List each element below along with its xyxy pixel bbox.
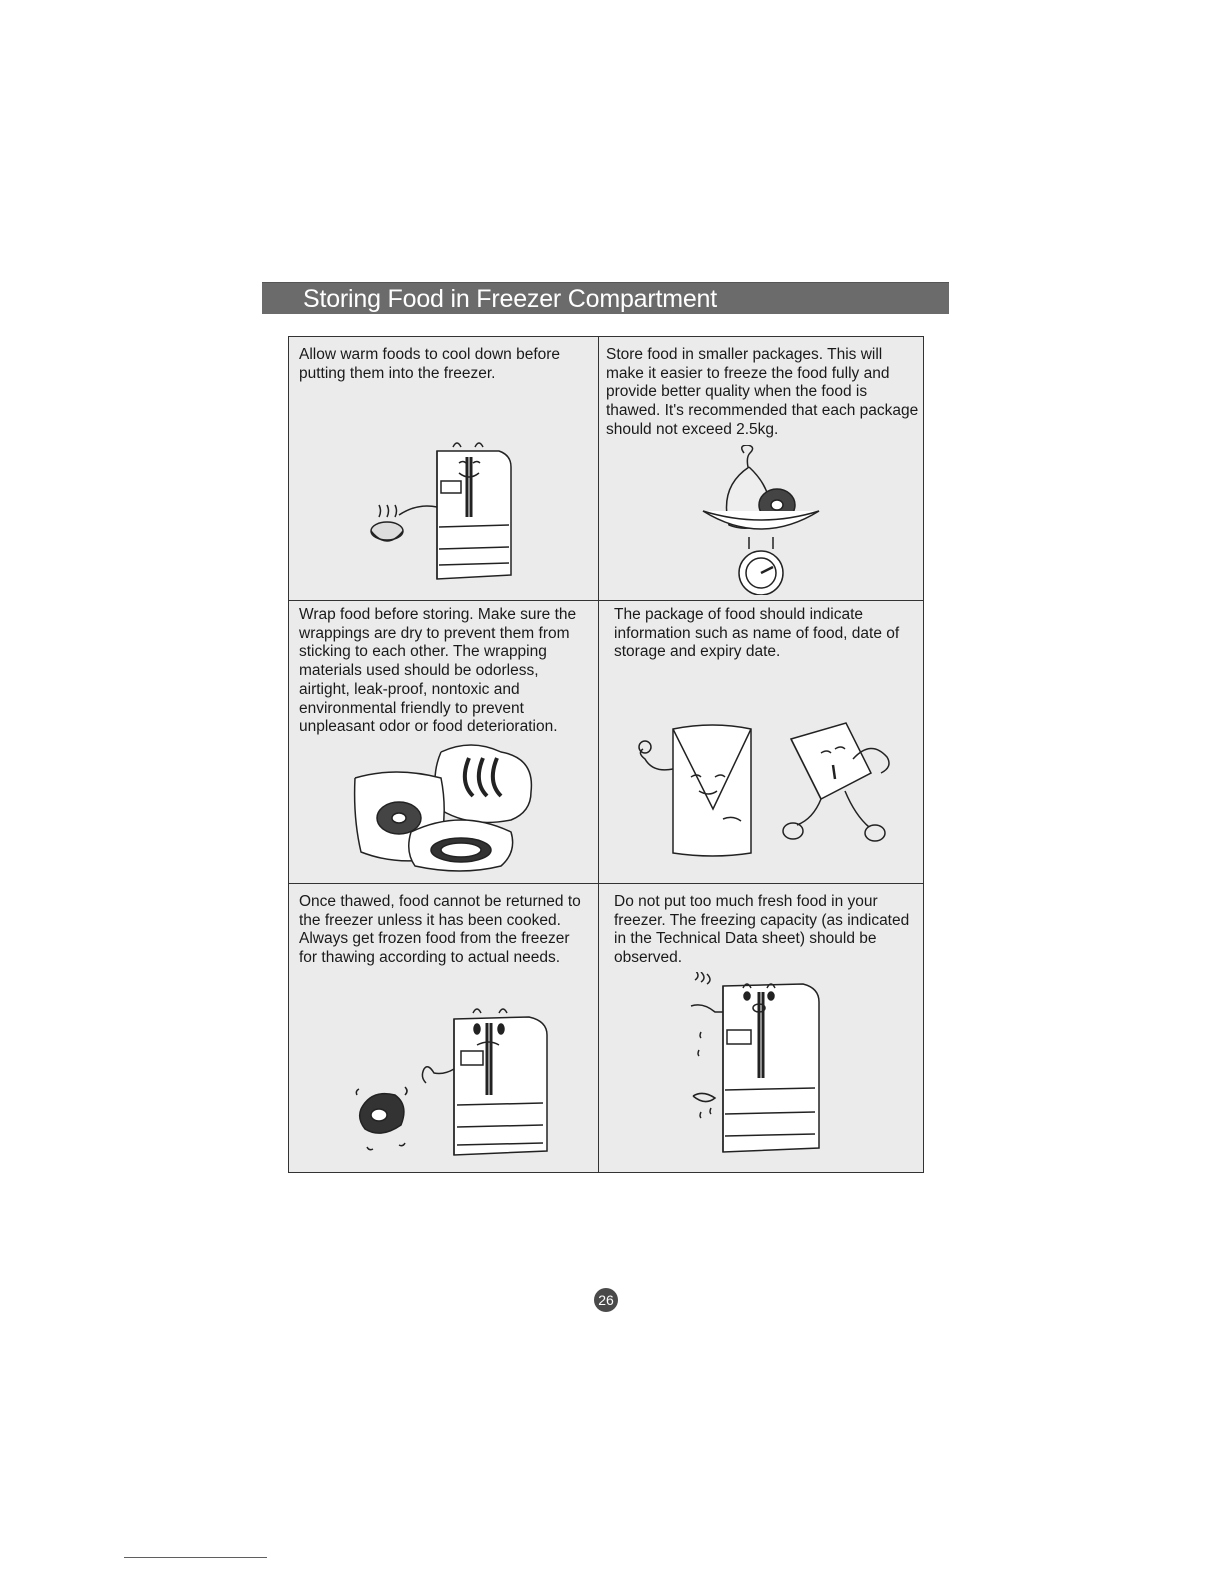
tips-grid bbox=[288, 336, 924, 1173]
section-title-bar bbox=[262, 282, 949, 314]
wrapped-food-packages-icon bbox=[351, 738, 541, 878]
tip-text: Wrap food before storing. Make sure the wrappings are dry to prevent them from sticking to each other. The wrapping materials used should be odorless, airtight, leak-proof, nontoxic and environmental friendly to prevent unpleasant odor or food deterioration. bbox=[299, 606, 577, 736]
labeled-food-packages-icon bbox=[631, 719, 891, 864]
tip-text: Do not put too much fresh food in your freezer. The freezing capacity (as indicated in the Technical Data sheet) should be observed. bbox=[614, 893, 910, 967]
food-on-scale-icon bbox=[699, 445, 824, 595]
tip-text: The package of food should indicate information such as name of food, date of storage and expiry date. bbox=[614, 606, 900, 661]
footer-rule bbox=[124, 1557, 267, 1558]
tip-cell-wrap-food bbox=[289, 601, 598, 883]
tip-cell-small-packages bbox=[599, 337, 925, 600]
section-title: Storing Food in Freezer Compartment bbox=[303, 285, 718, 313]
tip-cell-thawed-food bbox=[289, 884, 598, 1174]
page-number-badge: 26 bbox=[594, 1288, 618, 1312]
tip-cell-label-packages bbox=[599, 601, 925, 883]
tip-text: Store food in smaller packages. This will make it easier to freeze the food fully and provide better quality when the food is thawed. It's recommended that each package should not exceed 2.5kg. bbox=[606, 346, 919, 438]
refrigerator-refusing-thawed-meat-icon bbox=[349, 999, 554, 1159]
tip-cell-cool-down bbox=[289, 337, 598, 600]
tip-cell-freezing-capacity bbox=[599, 884, 925, 1174]
refrigerator-with-hot-dish-icon bbox=[359, 437, 519, 582]
overloaded-refrigerator-icon bbox=[681, 972, 841, 1160]
tip-text: Once thawed, food cannot be returned to the freezer unless it has been cooked. Always get frozen food from the freezer for thawing according to actual needs. bbox=[299, 893, 581, 967]
tip-text: Allow warm foods to cool down before putting them into the freezer. bbox=[299, 346, 561, 382]
